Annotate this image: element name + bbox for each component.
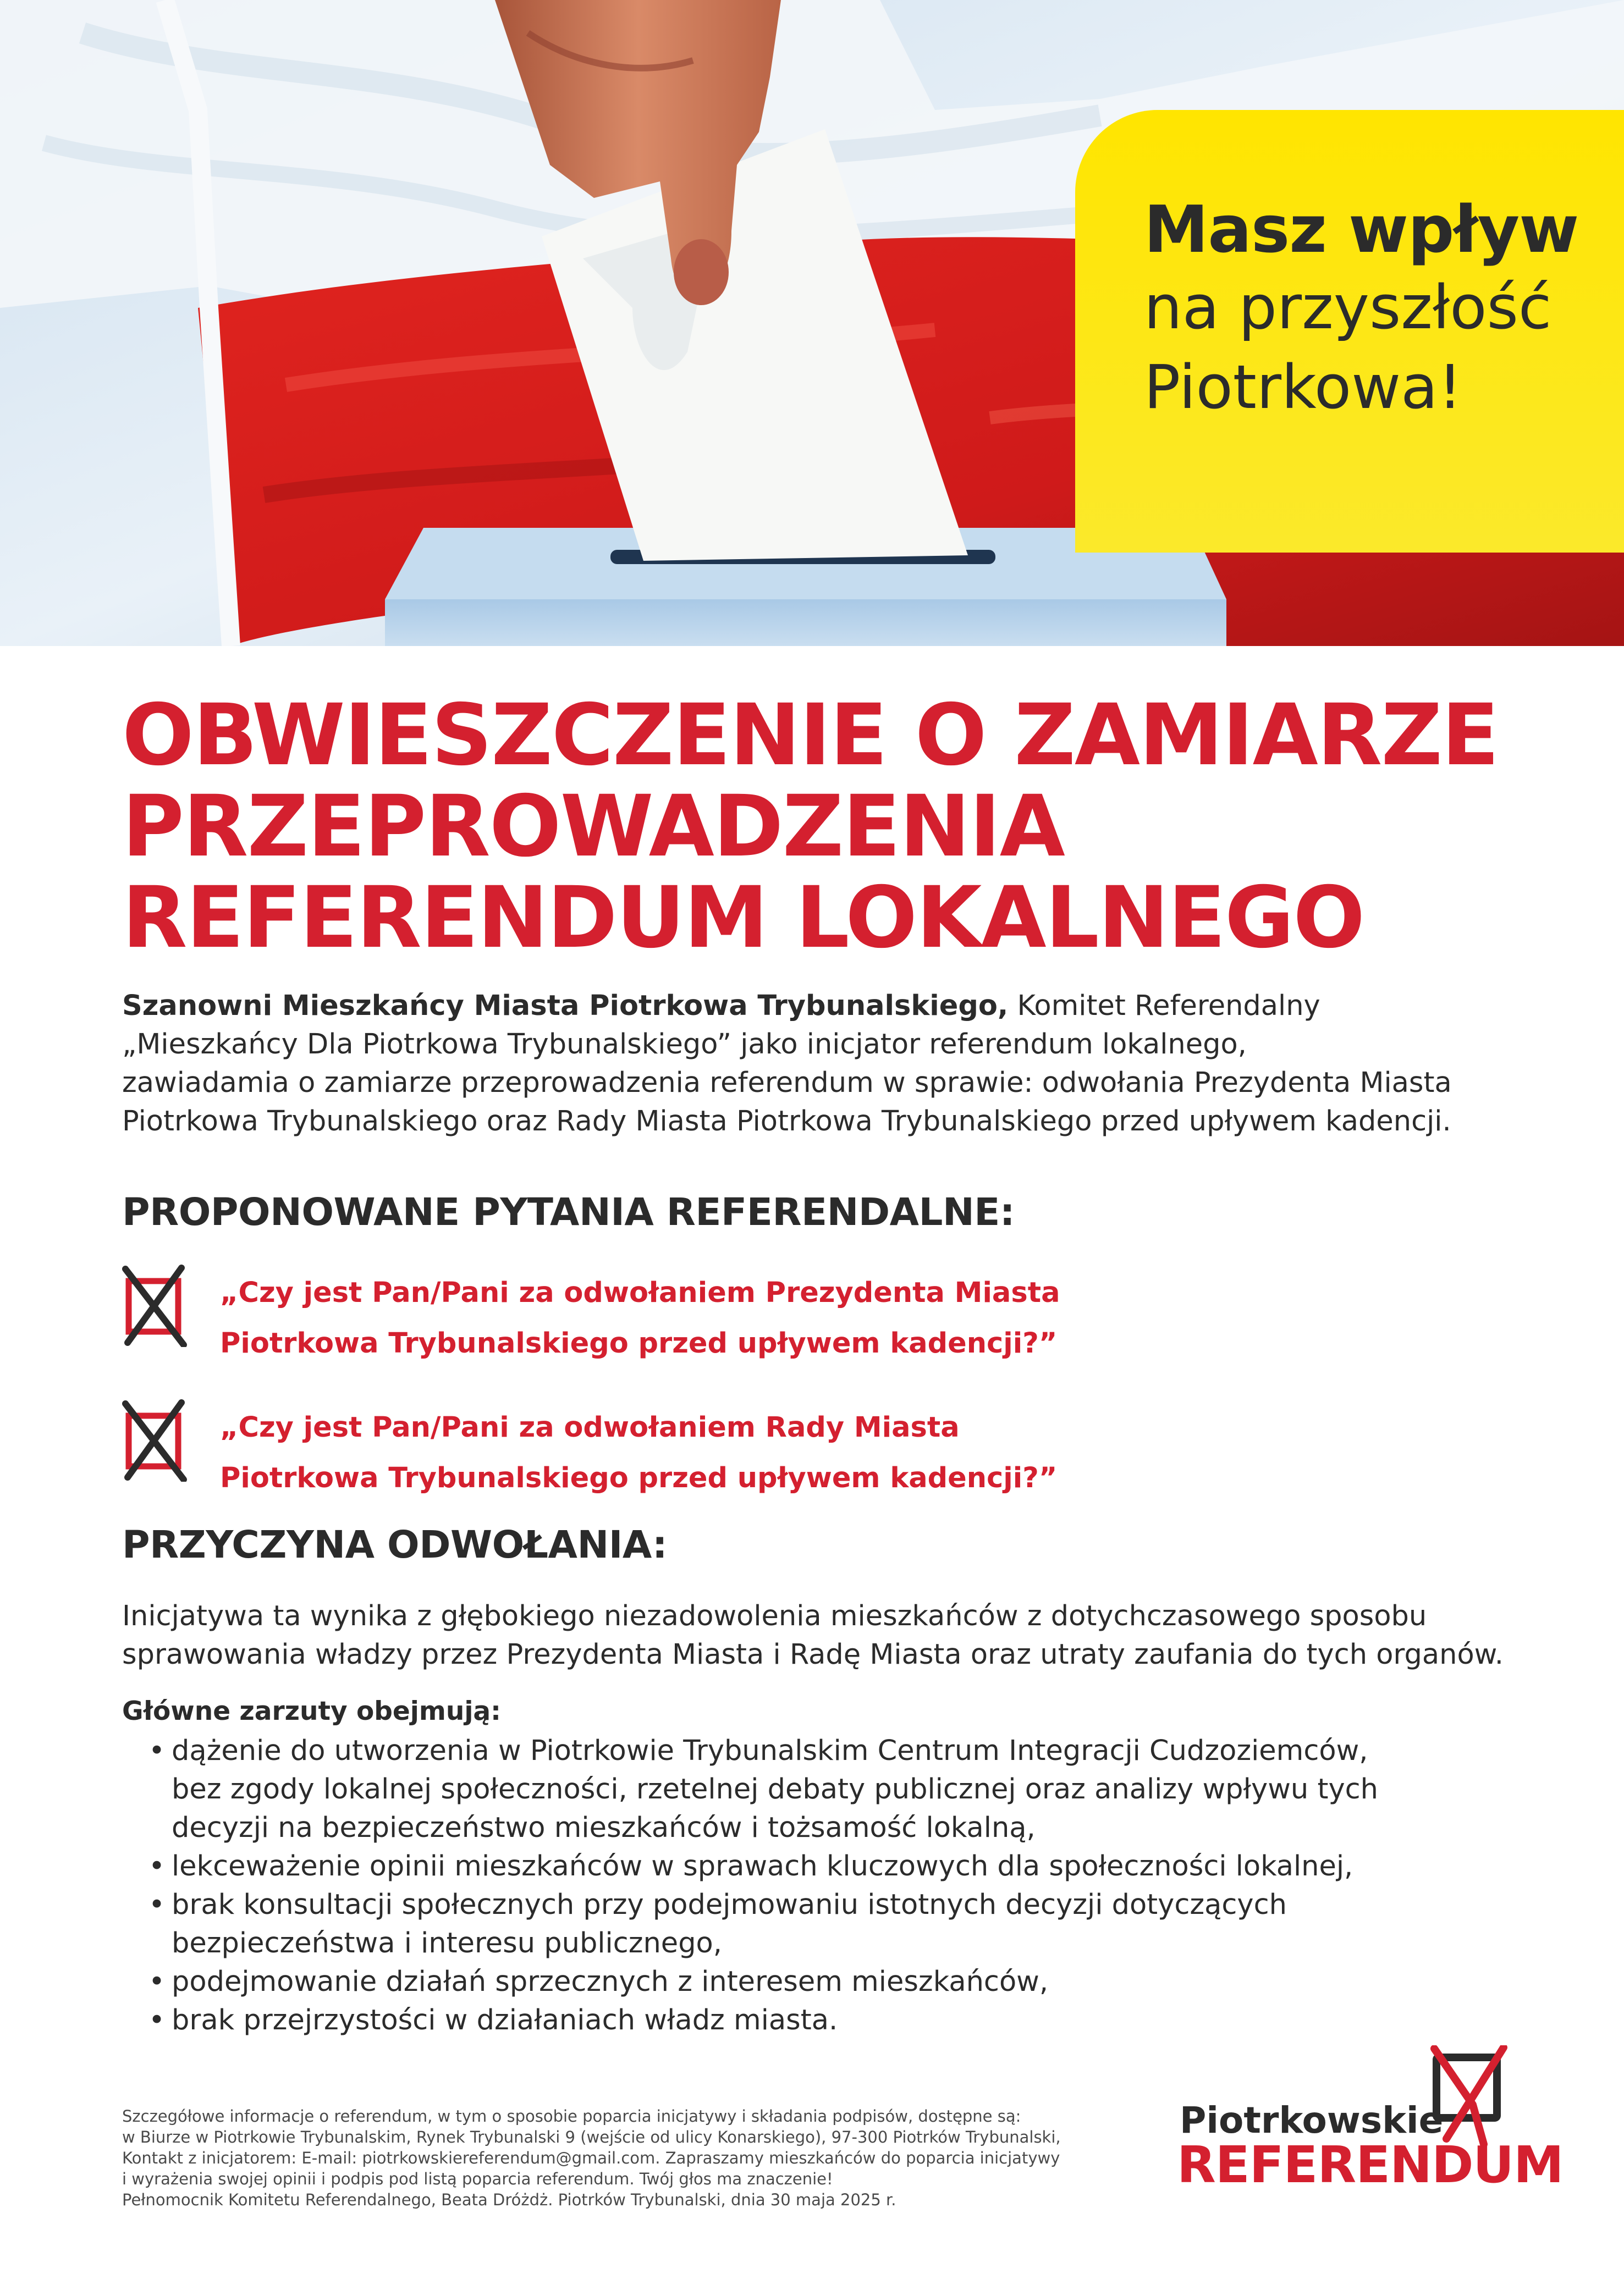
footer-line-2: w Biurze w Piotrkowie Trybunalskim, Rynek Trybunalski 9 (wejście od ulicy Konarskiego), 97-300 Piotrków Trybunalski, — [122, 2128, 1061, 2146]
list-item-line: brak przejrzystości w działaniach władz miasta. — [172, 2004, 838, 2036]
list-item-line: podejmowanie działań sprzecznych z interesem mieszkańców, — [172, 1966, 1049, 1998]
slogan-line-2: na przyszłość — [1144, 272, 1552, 343]
list-item — [144, 1886, 1546, 1963]
question-item — [122, 1399, 1222, 1509]
list-item-line: bezpieczeństwa i interesu publicznego, — [172, 1927, 722, 1960]
list-item — [144, 1847, 1546, 1886]
slogan-line-3: Piotrkowa! — [1144, 352, 1462, 422]
charges-heading: Główne zarzuty obejmują: — [122, 1696, 501, 1726]
question-line-2: Piotrkowa Trybunalskiego przed upływem kadencji?” — [220, 1462, 1058, 1494]
list-item-line: decyzji na bezpieczeństwo mieszkańców i tożsamość lokalną, — [172, 1812, 1036, 1844]
slogan-bold: Masz wpływ — [1144, 191, 1579, 267]
footer-line-3: Kontakt z inicjatorem: E-mail: piotrkowskiereferendum@gmail.com. Zapraszamy mieszkańców do poparcia inicjatywy — [122, 2149, 1060, 2167]
intro-line-3: zawiadamia o zamiarze przeprowadzenia referendum w sprawie: odwołania Prezydenta Miasta — [122, 1067, 1452, 1099]
intro-line-2: „Mieszkańcy Dla Piotrkowa Trybunalskiego” jako inicjator referendum lokalnego, — [122, 1028, 1247, 1061]
intro-paragraph — [122, 987, 1530, 1141]
list-item-line: dążenie do utworzenia w Piotrkowie Trybunalskim Centrum Integracji Cudzoziemców, — [172, 1735, 1368, 1767]
logo — [1171, 2045, 1564, 2205]
list-item — [144, 2001, 1546, 2040]
list-item — [144, 1732, 1546, 1847]
question-line-2: Piotrkowa Trybunalskiego przed upływem kadencji?” — [220, 1327, 1058, 1360]
question-item — [122, 1265, 1222, 1375]
crossed-checkbox-icon — [122, 1399, 188, 1482]
footer-line-5: Pełnomocnik Komitetu Referendalnego, Beata Dróżdż. Piotrków Trybunalski, dnia 30 maja 2025 r. — [122, 2190, 896, 2209]
list-item-line: bez zgody lokalnej społeczności, rzetelnej debaty publicznej oraz analizy wpływu tych — [172, 1773, 1378, 1806]
title-line-2: PRZEPROWADZENIA — [122, 777, 1064, 876]
list-item-line: brak konsultacji społecznych przy podejmowaniu istotnych decyzji dotyczących — [172, 1889, 1287, 1921]
bullet-icon: • — [148, 1966, 166, 1998]
footer-info — [122, 2106, 1167, 2210]
intro-line-1 — [122, 987, 1530, 1025]
bullet-icon: • — [148, 1735, 166, 1767]
question-text — [220, 1268, 1060, 1369]
logo-line-1: Piotrkowskie — [1180, 2099, 1444, 2142]
questions-heading: PROPONOWANE PYTANIA REFERENDALNE: — [122, 1190, 1015, 1234]
title-line-3: REFERENDUM LOKALNEGO — [122, 869, 1364, 967]
list-item — [144, 1963, 1546, 2001]
reason-line-2: sprawowania władzy przez Prezydenta Miasta i Radę Miasta oraz utraty zaufania do tych organów. — [122, 1638, 1504, 1671]
logo-line-2: REFERENDUM — [1177, 2135, 1564, 2194]
crossed-checkbox-icon — [122, 1265, 188, 1347]
question-text — [220, 1403, 1057, 1504]
bullet-icon: • — [148, 1889, 166, 1921]
title-line-1: OBWIESZCZENIE O ZAMIARZE — [122, 686, 1499, 785]
intro-line-4: Piotrkowa Trybunalskiego oraz Rady Miasta Piotrkowa Trybunalskiego przed upływem kadencji. — [122, 1105, 1451, 1138]
footer-line-1: Szczegółowe informacje o referendum, w tym o sposobie poparcia inicjatywy i składania podpisów, dostępne są: — [122, 2107, 1021, 2126]
slogan-panel — [1075, 110, 1624, 553]
list-item-line: lekceważenie opinii mieszkańców w sprawach kluczowych dla społeczności lokalnej, — [172, 1850, 1353, 1883]
bullet-icon: • — [148, 1850, 166, 1883]
bullet-icon: • — [148, 2004, 166, 2036]
footer-line-4: i wyrażenia swojej opinii i podpis pod listą poparcia referendum. Twój głos ma znaczenie! — [122, 2170, 833, 2188]
page-title — [122, 686, 1499, 967]
intro-line-1-rest: Komitet Referendalny — [1008, 990, 1320, 1022]
question-line-1: „Czy jest Pan/Pani za odwołaniem Rady Miasta — [220, 1411, 960, 1444]
reason-paragraph — [122, 1597, 1552, 1674]
reason-heading: PRZYCZYNA ODWOŁANIA: — [122, 1523, 668, 1567]
question-line-1: „Czy jest Pan/Pani za odwołaniem Prezydenta Miasta — [220, 1277, 1060, 1309]
intro-greeting: Szanowni Mieszkańcy Miasta Piotrkowa Trybunalskiego, — [122, 990, 1009, 1022]
reason-line-1: Inicjatywa ta wynika z głębokiego niezadowolenia mieszkańców z dotychczasowego sposobu — [122, 1600, 1427, 1632]
charges-list — [144, 1732, 1546, 2040]
